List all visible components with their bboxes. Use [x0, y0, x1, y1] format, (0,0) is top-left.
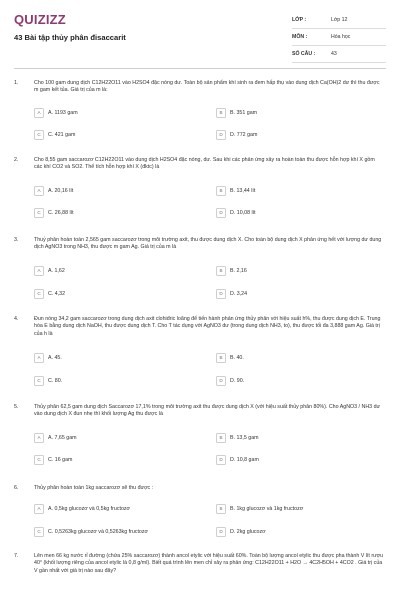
option-letter-box: B [216, 186, 226, 196]
option-a[interactable] [34, 353, 214, 364]
option-a[interactable] [34, 504, 214, 515]
option-a[interactable] [34, 433, 214, 444]
option-letter-box: C [34, 376, 44, 386]
option-text: D. 10,8 gam [230, 457, 259, 463]
meta-row-class [292, 12, 386, 29]
option-text: D. 90. [230, 378, 245, 384]
question-number: 2. [14, 157, 19, 163]
option-text: D. 772 gam [230, 132, 258, 138]
option-letter-box: D [216, 527, 226, 537]
option-letter-box: C [34, 130, 44, 140]
question-text: Cho 100 gam dung dịch C12H22O11 vào H2SO4 đặc nóng dư. Toàn bộ sản phẩm khí sinh ra đem hấp thụ vào dung dịch Ca(OH)2 dư thì thu được m gam kết tủa. Giá trị của m là: [34, 80, 380, 94]
meta-value: Lớp 12 [331, 17, 348, 23]
option-text: A. 1,62 [48, 268, 65, 274]
option-a[interactable] [34, 186, 214, 197]
option-text: C. 26,88 lít [48, 210, 74, 216]
option-d[interactable] [216, 208, 396, 219]
option-text: C. 0,5263kg glucozơ và 0,5263kg fructozơ [48, 529, 148, 535]
document-title: 43 Bài tập thủy phân đisaccarit [14, 33, 126, 42]
option-c[interactable] [34, 376, 214, 387]
option-letter-box: C [34, 455, 44, 465]
option-letter-box: D [216, 208, 226, 218]
option-b[interactable] [216, 108, 396, 119]
option-b[interactable] [216, 186, 396, 197]
question-text: Lên men 66 kg nước rỉ đường (chứa 25% saccarozơ) thành ancol etylic với hiệu suất 60%. Toàn bộ lượng ancol etylic thu được pha thành V lít rượu 40° (khối lượng riêng của ancol etylic là 0,8 g/ml). Biết quá trình lên men chỉ xảy ra phản ứng: C12H22O11 + H2O → 4C2H5OH + 4CO2 . Giá trị của V gần nhất với giá trị nào sau đây? [34, 553, 384, 574]
option-c[interactable] [34, 208, 214, 219]
option-text: C. 80. [48, 378, 63, 384]
option-letter-box: C [34, 527, 44, 537]
option-text: A. 1193 gam [48, 110, 78, 116]
option-letter-box: C [34, 208, 44, 218]
option-text: A. 45. [48, 355, 62, 361]
option-letter-box: A [34, 266, 44, 276]
option-text: B. 40. [230, 355, 244, 361]
option-letter-box: B [216, 433, 226, 443]
header-divider [14, 68, 386, 69]
meta-label: LỚP : [292, 17, 307, 23]
option-letter-box: A [34, 504, 44, 514]
meta-label: MÔN : [292, 34, 308, 40]
option-d[interactable] [216, 376, 396, 387]
option-letter-box: B [216, 353, 226, 363]
question-number: 3. [14, 237, 19, 243]
option-letter-box: B [216, 108, 226, 118]
option-text: B. 13,44 lít [230, 188, 256, 194]
option-letter-box: D [216, 376, 226, 386]
option-c[interactable] [34, 527, 214, 538]
meta-label: SỐ CÂU : [292, 51, 316, 57]
option-d[interactable] [216, 455, 396, 466]
question-number: 4. [14, 316, 19, 322]
option-letter-box: B [216, 266, 226, 276]
option-letter-box: A [34, 186, 44, 196]
document-header [0, 0, 400, 70]
question-number: 7. [14, 553, 19, 559]
question-text: Đun nóng 34,2 gam saccarozơ trong dung dịch axit clohiđric loãng để tiến hành phản ứng thủy phân với hiệu suất h%, thu được dung dịch E. Trung hòa E bằng dung dịch NaOH, thu được dung dịch T. Cho T tác dụng với AgNO3 dư (trong dung dịch NH3, to), thu được tối đa 3,888 gam Ag. Giá trị của h là [34, 316, 381, 337]
option-c[interactable] [34, 455, 214, 466]
option-letter-box: A [34, 433, 44, 443]
option-text: B. 1kg glucozơ và 1kg fructozơ [230, 506, 304, 512]
option-d[interactable] [216, 527, 396, 538]
option-letter-box: D [216, 130, 226, 140]
option-letter-box: B [216, 504, 226, 514]
option-text: A. 7,65 gam [48, 435, 77, 441]
option-letter-box: D [216, 455, 226, 465]
option-text: A. 20,16 lít [48, 188, 74, 194]
meta-value: 43 [331, 51, 337, 57]
option-text: B. 13,5 gam [230, 435, 259, 441]
option-text: B. 2,16 [230, 268, 247, 274]
question-text: Thuỷ phân hoàn toàn 2,565 gam saccarozơ trong môi trường axit, thu được dung dịch X. Cho toàn bộ dung dịch X phản ứng hết với lượng dư dung dịch AgNO3 trong NH3, thu được m gam Ag. Giá trị của m là [34, 237, 382, 251]
option-c[interactable] [34, 130, 214, 141]
option-d[interactable] [216, 289, 396, 300]
option-letter-box: A [34, 108, 44, 118]
option-letter-box: A [34, 353, 44, 363]
option-letter-box: C [34, 289, 44, 299]
option-text: C. 16 gam [48, 457, 73, 463]
option-b[interactable] [216, 504, 396, 515]
meta-row-count [292, 46, 386, 63]
meta-row-subject [292, 29, 386, 46]
option-d[interactable] [216, 130, 396, 141]
option-text: A. 0,5kg glucozơ và 0,5kg fructozơ [48, 506, 131, 512]
question-text: Thủy phân 62,5 gam dung dịch Saccarozơ 17,1% trong môi trường axit thu được dung dịch X (với hiệu suất thủy phân 80%). Cho AgNO3 / NH3 dư vào dung dịch X đun nhẹ thì khối lượng Ag thu được là [34, 404, 381, 418]
option-letter-box: D [216, 289, 226, 299]
question-number: 6. [14, 485, 19, 491]
question-text: Thủy phân hoàn toàn 1kg saccarozơ sẽ thu được : [34, 485, 154, 491]
quizizz-logo: QUIZIZZ [14, 12, 66, 27]
option-text: C. 421 gam [48, 132, 76, 138]
option-b[interactable] [216, 266, 396, 277]
question-number: 1. [14, 80, 19, 86]
option-text: D. 2kg glucozơ [230, 529, 266, 535]
option-text: D. 3,24 [230, 291, 248, 297]
option-b[interactable] [216, 353, 396, 364]
question-text: Cho 8,55 gam saccarozơ C12H22O11 vào dung dịch H2SO4 đặc nóng, dư. Sau khi các phản ứng xảy ra hoàn toàn thu được hỗn hợp khí X gồm các khí CO2 và SO2. Thể tích hỗn hợp khí X (đktc) là [34, 157, 375, 171]
option-text: C. 4,32 [48, 291, 66, 297]
option-c[interactable] [34, 289, 214, 300]
option-text: B. 351 gam [230, 110, 258, 116]
question-number: 5. [14, 404, 19, 410]
option-text: D. 10,08 lít [230, 210, 256, 216]
meta-value: Hóa học [331, 34, 351, 40]
option-a[interactable] [34, 266, 214, 277]
option-b[interactable] [216, 433, 396, 444]
meta-table [292, 12, 386, 63]
option-a[interactable] [34, 108, 214, 119]
